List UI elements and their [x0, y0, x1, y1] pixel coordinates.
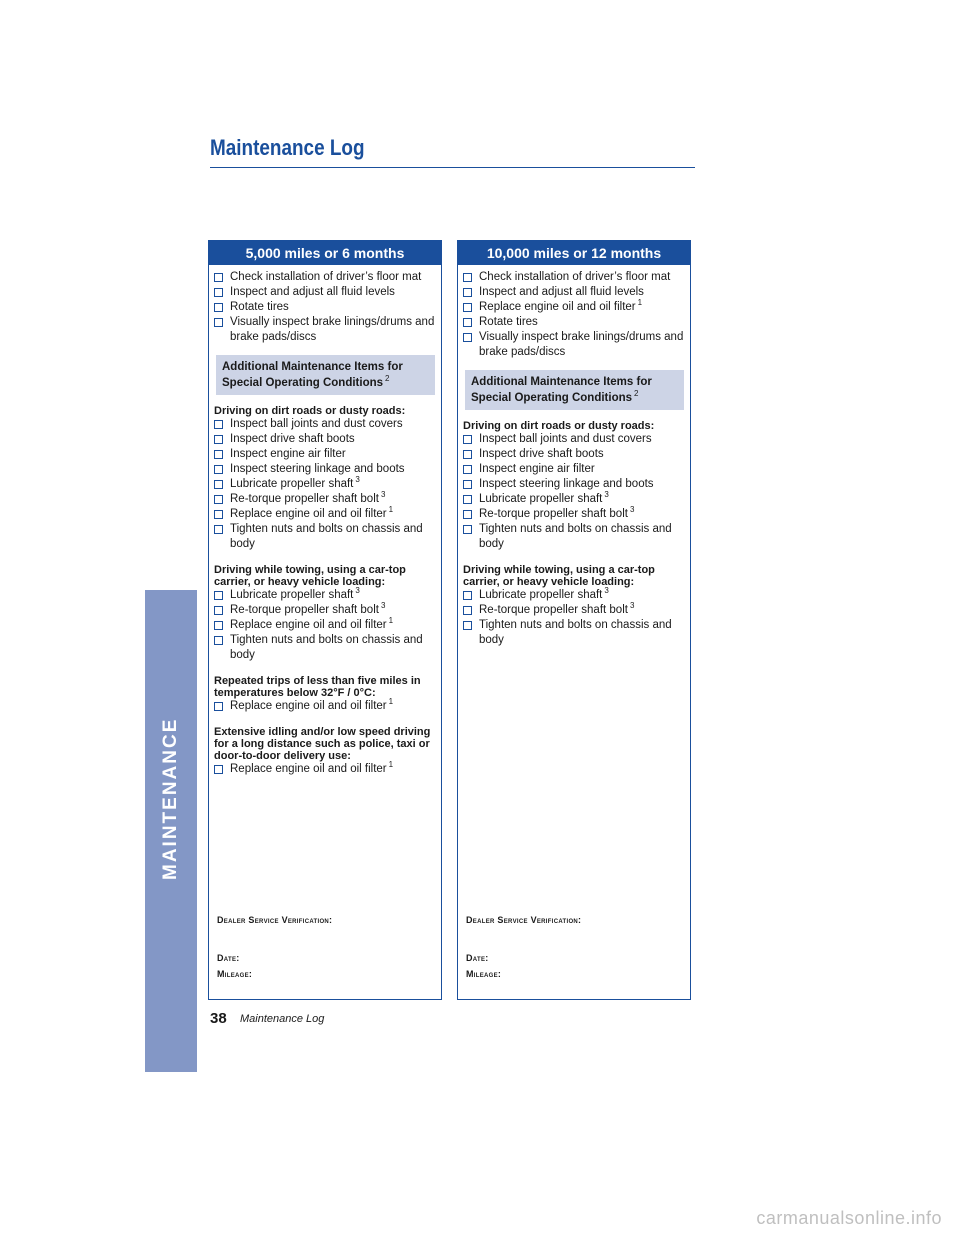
checklist-item [463, 270, 686, 285]
checkbox-icon[interactable] [463, 495, 472, 504]
checklist-item [214, 633, 437, 663]
checkbox-icon[interactable] [214, 273, 223, 282]
checklist-item [214, 477, 437, 492]
footnote-ref: 1 [637, 298, 643, 308]
condition-items [463, 432, 686, 552]
checklist-item-text: Replace engine oil and oil filter [230, 508, 387, 520]
dealer-service-verification-label: Dealer Service Verification: [466, 915, 582, 925]
checkbox-icon[interactable] [214, 591, 223, 600]
checkbox-icon[interactable] [463, 510, 472, 519]
checklist-item-text: Inspect drive shaft boots [479, 448, 604, 460]
checkbox-icon[interactable] [463, 318, 472, 327]
checkbox-icon[interactable] [463, 606, 472, 615]
footnote-ref: 3 [355, 475, 360, 485]
checklist-item [214, 462, 437, 477]
checklist-item-text: Rotate tires [479, 316, 538, 328]
checklist-item-text: Inspect and adjust all fluid levels [230, 286, 395, 298]
checklist-item-text: Inspect drive shaft boots [230, 433, 355, 445]
checklist-item-text: Tighten nuts and bolts on chassis and body [479, 523, 672, 550]
footnote-ref: 3 [629, 601, 635, 611]
additional-items-box [465, 370, 684, 410]
mileage-label: Mileage: [466, 969, 502, 979]
checklist-item [463, 315, 686, 330]
additional-items-box [216, 355, 435, 395]
checklist-item [214, 762, 437, 777]
checklist-item [463, 477, 686, 492]
side-tab-label: MAINTENANCE [160, 717, 181, 880]
checkbox-icon[interactable] [214, 435, 223, 444]
checkbox-icon[interactable] [214, 621, 223, 630]
checkbox-icon[interactable] [214, 765, 223, 774]
checklist-item-text: Replace engine oil and oil filter [230, 700, 387, 712]
checklist-item-text: Visually inspect brake linings/drums and brake pads/discs [479, 331, 684, 358]
checklist-item [214, 618, 437, 633]
condition-heading: Driving on dirt roads or dusty roads: [463, 420, 655, 432]
additional-line1: Additional Maintenance Items for [471, 376, 652, 388]
date-label: Date: [466, 953, 489, 963]
checkbox-icon[interactable] [463, 333, 472, 342]
checklist-item [214, 285, 437, 300]
panel-10000-miles [457, 240, 691, 1000]
checkbox-icon[interactable] [214, 636, 223, 645]
checklist-item-text: Lubricate propeller shaft [230, 589, 354, 601]
checklist-item [214, 492, 437, 507]
checklist-item [214, 432, 437, 447]
checklist-item [463, 432, 686, 447]
panel-header: 5,000 miles or 6 months [209, 241, 441, 265]
checklist-item-text: Inspect engine air filter [230, 448, 346, 460]
watermark: carmanualsonline.info [756, 1208, 942, 1228]
checklist-item-text: Inspect engine air filter [479, 463, 595, 475]
panel-body [458, 265, 690, 648]
checkbox-icon[interactable] [214, 510, 223, 519]
page-title: Maintenance Log [210, 135, 365, 160]
checklist-item-text: Inspect ball joints and dust covers [230, 418, 403, 430]
footnote-ref: 3 [604, 490, 609, 500]
checklist-item [214, 417, 437, 432]
footnote-ref: 3 [629, 505, 635, 515]
checkbox-icon[interactable] [463, 273, 472, 282]
checklist-item [214, 270, 437, 285]
page-number: 38 [210, 1010, 227, 1027]
checklist-item [214, 603, 437, 618]
footnote-ref: 1 [388, 760, 394, 770]
checkbox-icon[interactable] [463, 435, 472, 444]
checklist-item [214, 699, 437, 714]
checklist-item-text: Inspect steering linkage and boots [479, 478, 654, 490]
checkbox-icon[interactable] [214, 450, 223, 459]
side-tab [145, 590, 197, 1072]
checkbox-icon[interactable] [463, 465, 472, 474]
checklist-item-text: Replace engine oil and oil filter [479, 301, 636, 313]
checkbox-icon[interactable] [214, 495, 223, 504]
checklist-item-text: Lubricate propeller shaft [479, 493, 603, 505]
checklist-item-text: Inspect and adjust all fluid levels [479, 286, 644, 298]
checkbox-icon[interactable] [214, 288, 223, 297]
footnote-ref: 1 [388, 505, 394, 515]
checklist-item [463, 618, 686, 648]
checklist-item-text: Check installation of driver’s floor mat [230, 271, 422, 283]
checklist-item-text: Re-torque propeller shaft bolt [230, 604, 379, 616]
checklist-item-text: Re-torque propeller shaft bolt [230, 493, 379, 505]
dealer-service-verification-label: Dealer Service Verification: [217, 915, 333, 925]
footnote-ref: 1 [388, 616, 394, 626]
checklist-item-text: Replace engine oil and oil filter [230, 763, 387, 775]
checklist-item-text: Inspect steering linkage and boots [230, 463, 405, 475]
checkbox-icon[interactable] [214, 702, 223, 711]
checklist-item-text: Re-torque propeller shaft bolt [479, 508, 628, 520]
checkbox-icon[interactable] [214, 606, 223, 615]
checklist-item-text: Tighten nuts and bolts on chassis and body [230, 523, 423, 550]
footnote-ref: 1 [388, 697, 394, 707]
checkbox-icon[interactable] [214, 480, 223, 489]
additional-line2: Special Operating Conditions $^2$ [471, 389, 639, 404]
additional-line1: Additional Maintenance Items for [222, 361, 403, 373]
condition-heading: Driving on dirt roads or dusty roads: [214, 405, 406, 417]
checklist-item-text: Inspect ball joints and dust covers [479, 433, 652, 445]
checklist-item [463, 588, 686, 603]
footnote-ref: 3 [380, 490, 386, 500]
checklist-item [463, 603, 686, 618]
condition-heading: Driving while towing, using a car-top carrier, or heavy vehicle loading: [214, 564, 406, 588]
checklist-item [463, 300, 686, 315]
condition-heading: Extensive idling and/or low speed driving for a long distance such as police, taxi or door-to-door delivery use: [214, 726, 431, 762]
checkbox-icon[interactable] [214, 525, 223, 534]
checkbox-icon[interactable] [463, 480, 472, 489]
conditions [463, 420, 686, 648]
date-label: Date: [217, 953, 240, 963]
checklist-item [463, 285, 686, 300]
checklist-item [214, 507, 437, 522]
checkbox-icon[interactable] [463, 303, 472, 312]
condition-heading: Repeated trips of less than five miles in temperatures below 32°F / 0°C: [214, 675, 421, 699]
checklist-item [214, 522, 437, 552]
regular-items [463, 270, 686, 360]
checkbox-icon[interactable] [214, 318, 223, 327]
condition-items [463, 588, 686, 648]
conditions [214, 405, 437, 777]
checkbox-icon[interactable] [214, 303, 223, 312]
checklist-item [463, 492, 686, 507]
additional-line2: Special Operating Conditions $^2$ [222, 374, 390, 389]
footnote-ref: 3 [604, 586, 609, 596]
panel-header: 10,000 miles or 12 months [458, 241, 690, 265]
condition-items [214, 417, 437, 552]
checklist-item [214, 315, 437, 345]
checklist-item [463, 522, 686, 552]
checklist-item [214, 300, 437, 315]
checkbox-icon[interactable] [463, 591, 472, 600]
checkbox-icon[interactable] [463, 288, 472, 297]
condition-items [214, 762, 437, 777]
panel-body [209, 265, 441, 777]
checklist-item-text: Replace engine oil and oil filter [230, 619, 387, 631]
footnote-ref: 3 [355, 586, 360, 596]
checklist-item [463, 462, 686, 477]
checklist-item-text: Re-torque propeller shaft bolt [479, 604, 628, 616]
panel-5000-miles [208, 240, 442, 1000]
footer-title: Maintenance Log [240, 1013, 325, 1025]
mileage-label: Mileage: [217, 969, 253, 979]
checklist-item-text: Visually inspect brake linings/drums and brake pads/discs [230, 316, 435, 343]
checklist-item-text: Lubricate propeller shaft [230, 478, 354, 490]
checklist-item [463, 507, 686, 522]
checklist-item-text: Lubricate propeller shaft [479, 589, 603, 601]
checklist-item-text: Rotate tires [230, 301, 289, 313]
checkbox-icon[interactable] [463, 621, 472, 630]
checklist-item [214, 588, 437, 603]
condition-items [214, 588, 437, 663]
checkbox-icon[interactable] [463, 525, 472, 534]
title-divider [210, 167, 695, 168]
checklist-item-text: Check installation of driver’s floor mat [479, 271, 671, 283]
footnote-ref: 3 [380, 601, 386, 611]
condition-heading: Driving while towing, using a car-top carrier, or heavy vehicle loading: [463, 564, 655, 588]
checklist-item [463, 330, 686, 360]
checkbox-icon[interactable] [214, 465, 223, 474]
checklist-item-text: Tighten nuts and bolts on chassis and body [479, 619, 672, 646]
checkbox-icon[interactable] [463, 450, 472, 459]
checklist-item-text: Tighten nuts and bolts on chassis and body [230, 634, 423, 661]
checkbox-icon[interactable] [214, 420, 223, 429]
condition-items [214, 699, 437, 714]
checklist-item [463, 447, 686, 462]
checklist-item [214, 447, 437, 462]
regular-items [214, 270, 437, 345]
